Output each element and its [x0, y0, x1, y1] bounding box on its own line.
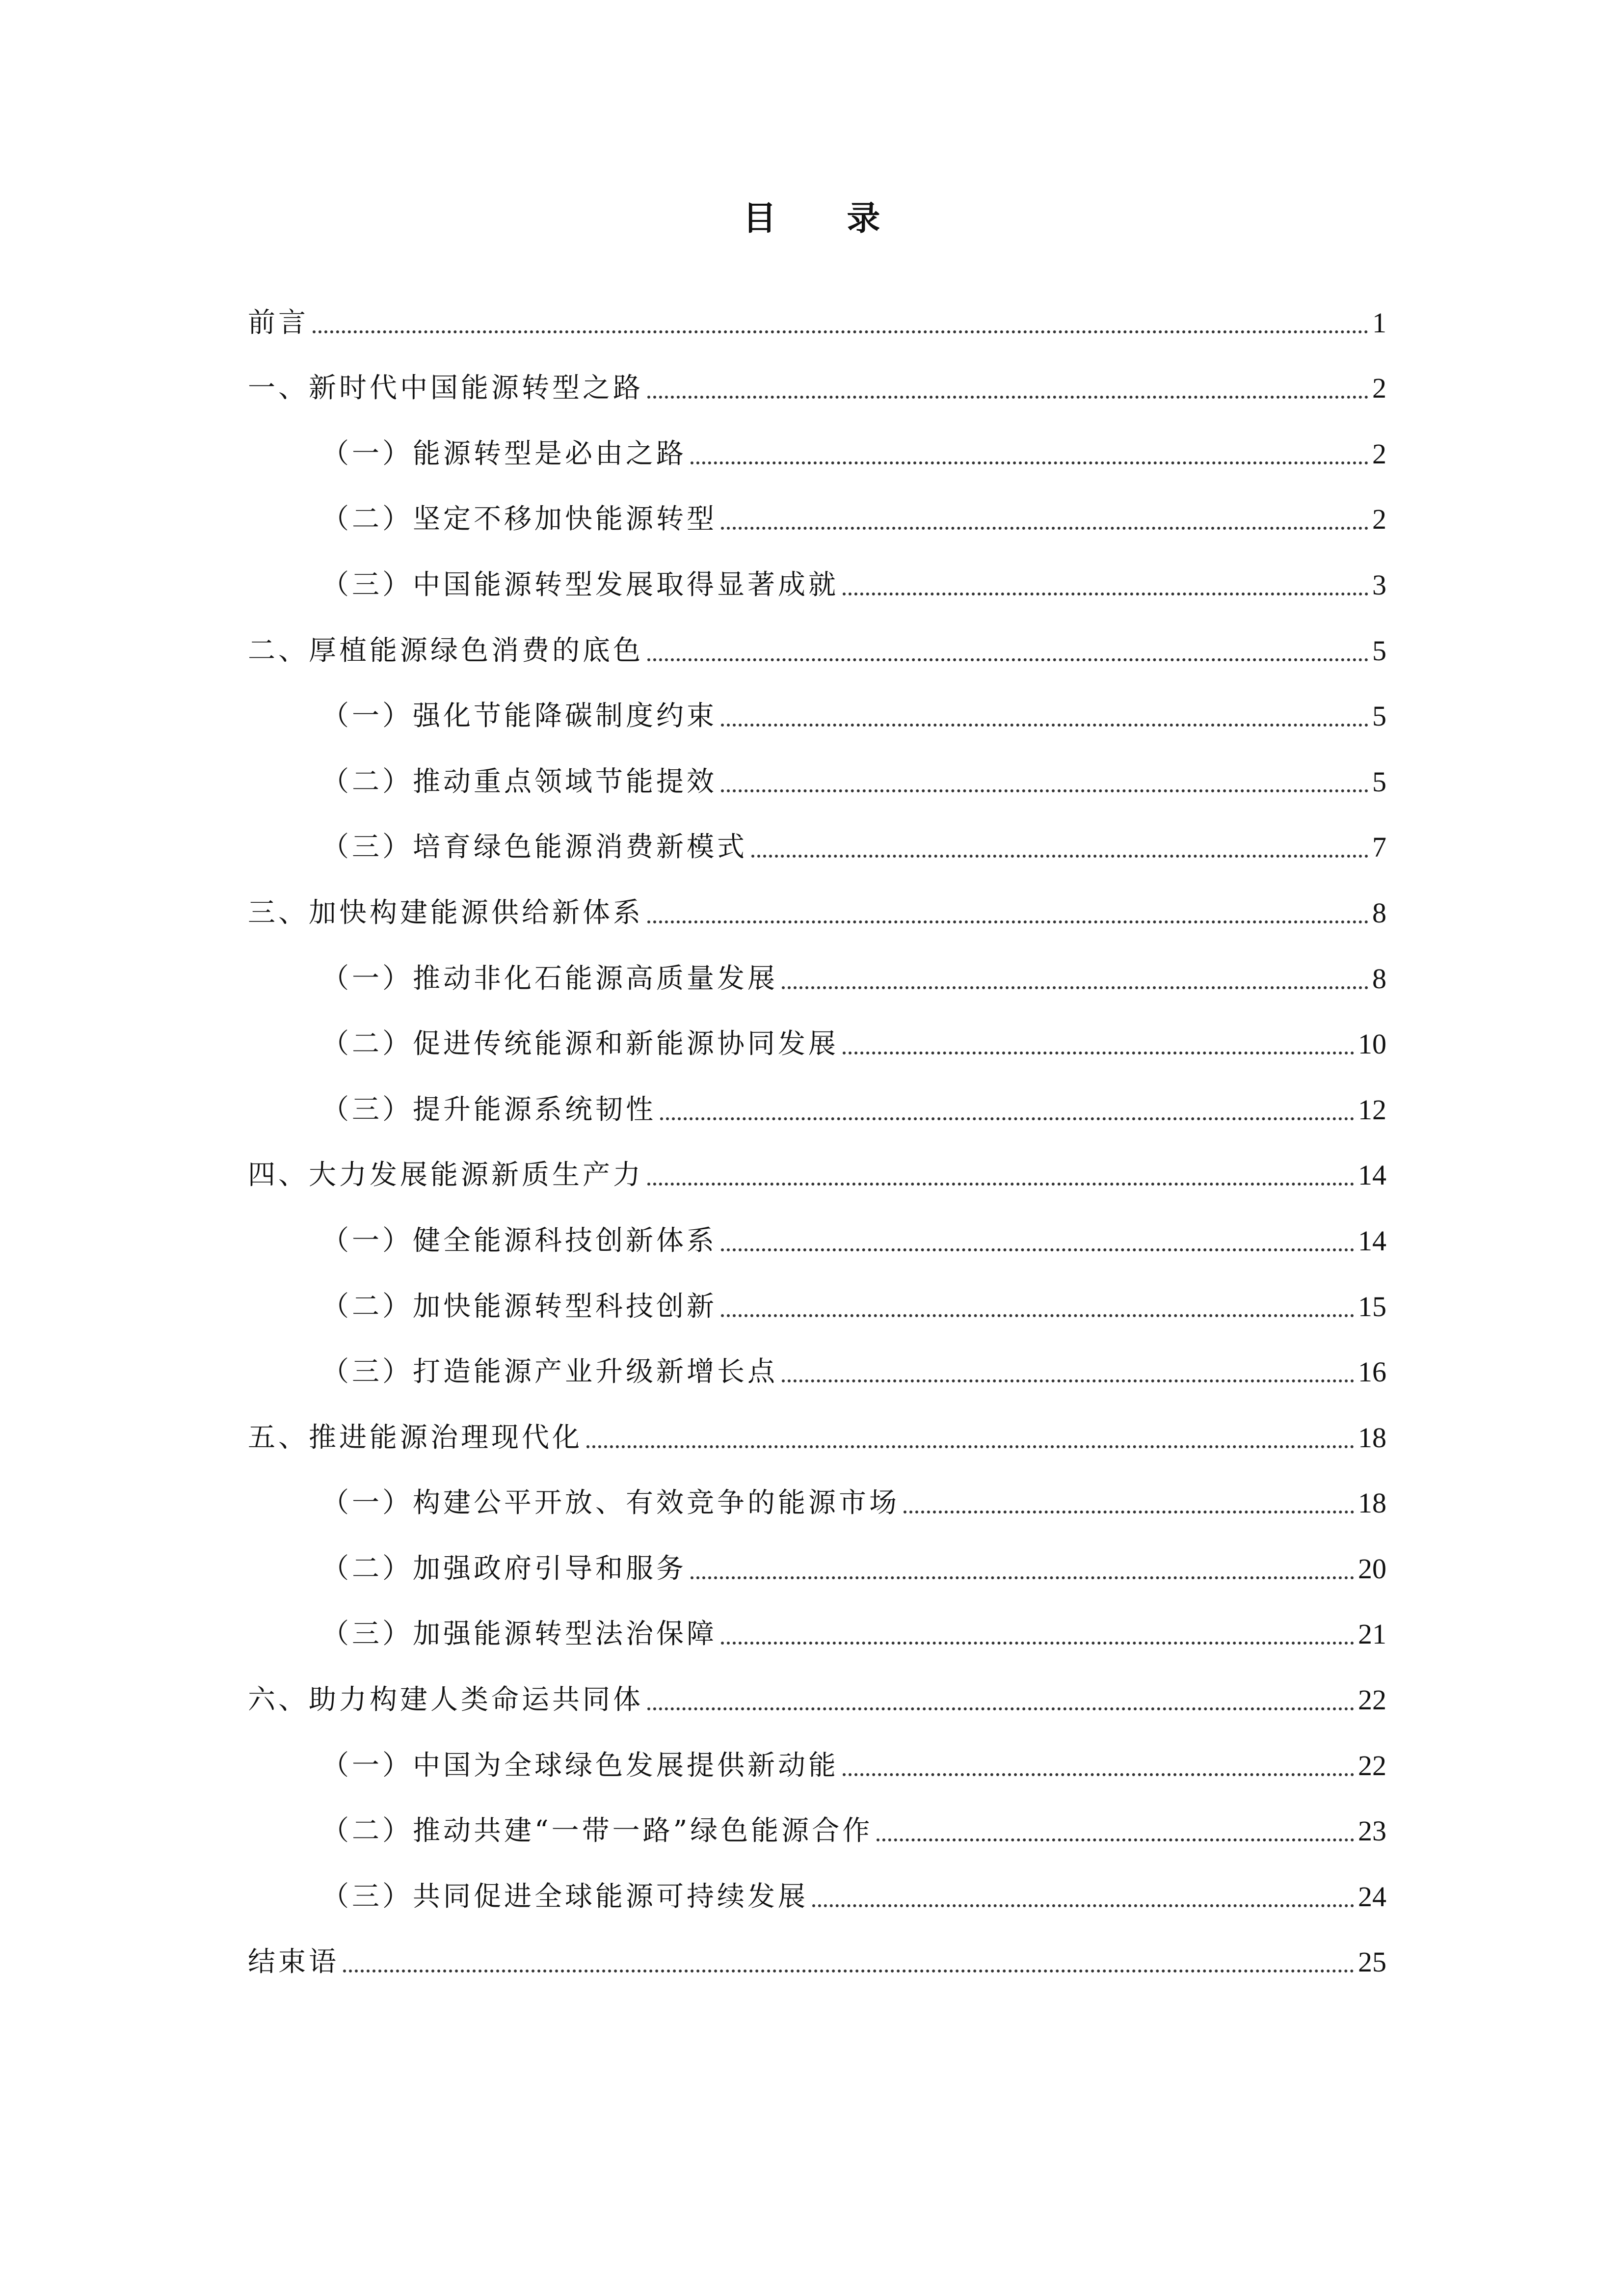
toc-entry-label: （二）促进传统能源和新能源协同发展: [321, 1028, 839, 1060]
toc-entry-label: （二）推动共建“一带一路”绿色能源合作: [321, 1815, 873, 1847]
toc-entry[interactable]: [248, 746, 1386, 812]
toc-entry-label: （三）打造能源产业升级新增长点: [321, 1356, 778, 1388]
toc-entry[interactable]: [248, 1533, 1386, 1599]
toc-entry-label: （一）能源转型是必由之路: [321, 437, 687, 470]
dot-leader: [647, 920, 1368, 923]
dot-leader: [647, 1707, 1354, 1710]
toc-entry-page-number: 18: [1358, 1487, 1386, 1519]
dot-leader: [721, 724, 1368, 727]
dot-leader: [721, 527, 1368, 530]
toc-entry-label: （三）培育绿色能源消费新模式: [321, 831, 747, 864]
toc-entry-label: （一）强化节能降碳制度约束: [321, 700, 717, 732]
toc-entry[interactable]: [248, 1140, 1386, 1206]
dot-leader: [586, 1445, 1354, 1448]
dot-leader: [843, 1773, 1354, 1776]
toc-entry[interactable]: [248, 484, 1386, 550]
toc-entry[interactable]: [248, 1337, 1386, 1403]
toc-entry-label: 五、推进能源治理现代化: [248, 1421, 583, 1454]
dot-leader: [647, 396, 1368, 399]
dot-leader: [721, 1642, 1354, 1645]
toc-entry-label: （一）健全能源科技创新体系: [321, 1224, 717, 1257]
toc-entry[interactable]: [248, 418, 1386, 484]
dot-leader: [721, 1248, 1354, 1251]
toc-entry-page-number: 14: [1358, 1224, 1386, 1257]
toc-entry-page-number: 12: [1358, 1093, 1386, 1126]
toc-entry-label: （二）坚定不移加快能源转型: [321, 503, 717, 536]
toc-entry[interactable]: [248, 1861, 1386, 1927]
toc-entry-label: 二、厚植能源绿色消费的底色: [248, 634, 643, 667]
toc-entry-page-number: 23: [1358, 1815, 1386, 1847]
toc-entry-page-number: 24: [1358, 1880, 1386, 1913]
dot-leader: [647, 1183, 1354, 1186]
toc-entry[interactable]: [248, 1205, 1386, 1271]
toc-entry-page-number: 5: [1372, 765, 1386, 798]
toc-title: 目 录: [743, 199, 910, 238]
toc-entry-label: （三）中国能源转型发展取得显著成就: [321, 568, 839, 601]
dot-leader: [812, 1904, 1354, 1907]
dot-leader: [721, 1314, 1354, 1317]
dot-leader: [877, 1838, 1354, 1841]
toc-entry-page-number: 2: [1372, 437, 1386, 470]
table-of-contents: [248, 287, 1386, 1992]
toc-entry-page-number: 20: [1358, 1552, 1386, 1585]
dot-leader: [313, 330, 1368, 333]
toc-entry-label: 一、新时代中国能源转型之路: [248, 372, 643, 405]
toc-entry[interactable]: [248, 812, 1386, 878]
toc-entry[interactable]: [248, 1468, 1386, 1534]
toc-entry-label: 结束语: [248, 1946, 339, 1978]
toc-entry-page-number: 21: [1358, 1618, 1386, 1650]
dot-leader: [660, 1117, 1354, 1120]
toc-entry-label: （三）提升能源系统韧性: [321, 1093, 656, 1126]
toc-entry-page-number: 5: [1372, 634, 1386, 667]
toc-entry[interactable]: [248, 1599, 1386, 1665]
toc-entry[interactable]: [248, 615, 1386, 681]
toc-entry-page-number: 1: [1372, 306, 1386, 339]
toc-entry-label: 三、加快构建能源供给新体系: [248, 896, 643, 929]
toc-entry-page-number: 8: [1372, 896, 1386, 929]
toc-entry-page-number: 18: [1358, 1421, 1386, 1454]
toc-entry-page-number: 10: [1358, 1028, 1386, 1060]
dot-leader: [691, 1576, 1354, 1579]
toc-entry-page-number: 16: [1358, 1356, 1386, 1388]
toc-entry-label: （二）加强政府引导和服务: [321, 1552, 687, 1585]
toc-entry-page-number: 2: [1372, 372, 1386, 405]
toc-entry-label: 六、助力构建人类命运共同体: [248, 1684, 643, 1716]
toc-entry-label: 前言: [248, 306, 309, 339]
toc-entry-page-number: 22: [1358, 1749, 1386, 1782]
toc-entry-label: （三）共同促进全球能源可持续发展: [321, 1880, 808, 1913]
toc-entry-page-number: 2: [1372, 503, 1386, 536]
dot-leader: [843, 593, 1368, 595]
toc-entry-page-number: 22: [1358, 1684, 1386, 1716]
toc-entry[interactable]: [248, 1074, 1386, 1140]
toc-entry[interactable]: [248, 1730, 1386, 1796]
toc-entry[interactable]: [248, 549, 1386, 615]
dot-leader: [843, 1052, 1354, 1054]
toc-entry-page-number: 15: [1358, 1290, 1386, 1323]
toc-entry-label: （二）推动重点领域节能提效: [321, 765, 717, 798]
toc-entry-page-number: 7: [1372, 831, 1386, 864]
dot-leader: [751, 855, 1368, 858]
toc-entry-label: （一）中国为全球绿色发展提供新动能: [321, 1749, 839, 1782]
toc-entry-label: （一）推动非化石能源高质量发展: [321, 962, 778, 995]
toc-entry[interactable]: [248, 943, 1386, 1009]
toc-entry-label: （一）构建公平开放、有效竞争的能源市场: [321, 1487, 900, 1519]
toc-entry-label: （二）加快能源转型科技创新: [321, 1290, 717, 1323]
toc-entry-page-number: 14: [1358, 1159, 1386, 1191]
toc-entry-label: 四、大力发展能源新质生产力: [248, 1159, 643, 1191]
toc-entry-page-number: 3: [1372, 568, 1386, 601]
toc-entry[interactable]: [248, 1009, 1386, 1075]
toc-entry[interactable]: [248, 1664, 1386, 1730]
dot-leader: [782, 986, 1368, 989]
toc-entry[interactable]: [248, 1796, 1386, 1862]
toc-entry[interactable]: [248, 681, 1386, 747]
toc-entry[interactable]: [248, 1402, 1386, 1468]
toc-entry[interactable]: [248, 1927, 1386, 1993]
toc-entry-page-number: 5: [1372, 700, 1386, 732]
toc-entry-label: （三）加强能源转型法治保障: [321, 1618, 717, 1650]
toc-entry[interactable]: [248, 287, 1386, 353]
dot-leader: [691, 461, 1368, 464]
dot-leader: [647, 658, 1368, 661]
toc-entry[interactable]: [248, 877, 1386, 943]
dot-leader: [343, 1970, 1354, 1972]
toc-entry[interactable]: [248, 1271, 1386, 1337]
toc-entry-page-number: 25: [1358, 1946, 1386, 1978]
dot-leader: [782, 1379, 1354, 1382]
dot-leader: [904, 1511, 1354, 1513]
toc-entry[interactable]: [248, 353, 1386, 419]
toc-entry-page-number: 8: [1372, 962, 1386, 995]
dot-leader: [721, 789, 1368, 792]
